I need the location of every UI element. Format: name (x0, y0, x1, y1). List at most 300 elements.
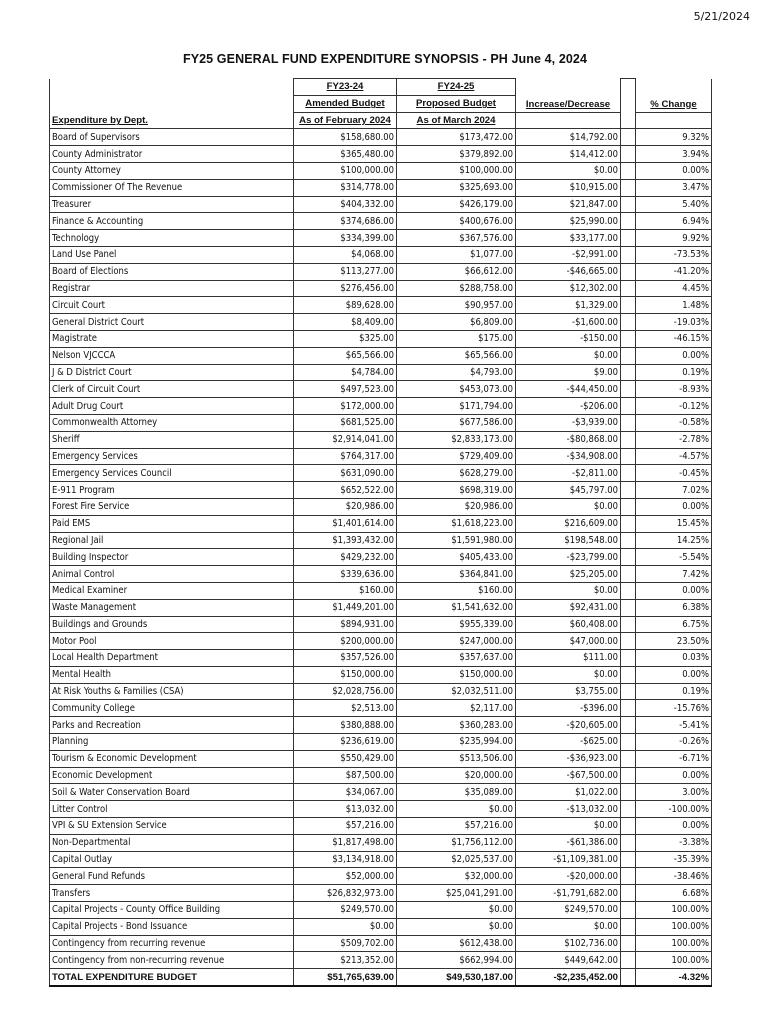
cell-fy2425: $4,793.00 (397, 364, 516, 381)
cell-pct: 0.00% (636, 498, 712, 515)
header-pct: % Change (636, 79, 712, 113)
cell-pct: -46.15% (636, 330, 712, 347)
cell-dept: Contingency from non-recurring revenue (50, 952, 294, 969)
table-row (50, 851, 712, 868)
column-gap (621, 717, 636, 734)
cell-change: $45,797.00 (516, 482, 621, 499)
cell-fy2425: $1,077.00 (397, 246, 516, 263)
column-gap (621, 498, 636, 515)
cell-fy2324: $681,525.00 (294, 414, 397, 431)
cell-fy2324: $34,067.00 (294, 784, 397, 801)
cell-change: -$1,791,682.00 (516, 885, 621, 902)
cell-change: $102,736.00 (516, 935, 621, 952)
cell-dept: Animal Control (50, 566, 294, 583)
table-row (50, 330, 712, 347)
cell-fy2324: $380,888.00 (294, 717, 397, 734)
table-row (50, 549, 712, 566)
cell-dept: Registrar (50, 280, 294, 297)
table-row (50, 498, 712, 515)
cell-change: -$20,605.00 (516, 717, 621, 734)
document-date: 5/21/2024 (693, 10, 750, 23)
header-row-1 (50, 79, 712, 96)
cell-dept: Board of Supervisors (50, 129, 294, 146)
cell-dept: Magistrate (50, 330, 294, 347)
cell-fy2425: $150,000.00 (397, 666, 516, 683)
header-dept: Expenditure by Dept. (50, 79, 294, 129)
cell-dept: Litter Control (50, 801, 294, 818)
header-fy2324-line1: FY23-24 (294, 79, 397, 96)
cell-change: -$36,923.00 (516, 750, 621, 767)
cell-change: -$61,386.00 (516, 834, 621, 851)
cell-fy2425: $1,618,223.00 (397, 515, 516, 532)
cell-change: -$2,235,452.00 (516, 969, 621, 986)
cell-fy2324: $150,000.00 (294, 666, 397, 683)
cell-fy2425: $235,994.00 (397, 734, 516, 751)
cell-change: -$20,000.00 (516, 868, 621, 885)
cell-pct: 0.19% (636, 683, 712, 700)
column-gap (621, 801, 636, 818)
column-gap (621, 650, 636, 667)
cell-dept: County Attorney (50, 162, 294, 179)
cell-fy2425: $379,892.00 (397, 146, 516, 163)
cell-dept: Tourism & Economic Development (50, 750, 294, 767)
cell-fy2425: $677,586.00 (397, 414, 516, 431)
cell-dept: Capital Outlay (50, 851, 294, 868)
column-gap (621, 364, 636, 381)
cell-pct: -100.00% (636, 801, 712, 818)
cell-fy2425: $20,000.00 (397, 767, 516, 784)
cell-pct: 0.00% (636, 347, 712, 364)
cell-fy2324: $51,765,639.00 (294, 969, 397, 986)
cell-pct: 15.45% (636, 515, 712, 532)
column-gap (621, 616, 636, 633)
table-row (50, 868, 712, 885)
table-row (50, 582, 712, 599)
table-row (50, 616, 712, 633)
cell-fy2425: $2,032,511.00 (397, 683, 516, 700)
table-row (50, 683, 712, 700)
column-gap (621, 885, 636, 902)
cell-pct: 100.00% (636, 952, 712, 969)
column-gap (621, 146, 636, 163)
cell-pct: 0.00% (636, 767, 712, 784)
cell-change: -$46,665.00 (516, 263, 621, 280)
cell-dept: Non-Departmental (50, 834, 294, 851)
column-gap (621, 196, 636, 213)
cell-dept: Medical Examiner (50, 582, 294, 599)
cell-pct: -4.57% (636, 448, 712, 465)
cell-pct: 4.45% (636, 280, 712, 297)
cell-pct: -35.39% (636, 851, 712, 868)
cell-fy2324: $89,628.00 (294, 297, 397, 314)
column-gap (621, 935, 636, 952)
table-row (50, 196, 712, 213)
cell-pct: 0.00% (636, 582, 712, 599)
cell-fy2324: $3,134,918.00 (294, 851, 397, 868)
cell-change: $0.00 (516, 347, 621, 364)
cell-fy2324: $160.00 (294, 582, 397, 599)
table-row (50, 213, 712, 230)
cell-dept: Commissioner Of The Revenue (50, 179, 294, 196)
table-row (50, 885, 712, 902)
cell-dept: Mental Health (50, 666, 294, 683)
table-row (50, 179, 712, 196)
cell-dept: Buildings and Grounds (50, 616, 294, 633)
cell-fy2425: $426,179.00 (397, 196, 516, 213)
cell-pct: -19.03% (636, 314, 712, 331)
column-gap (621, 263, 636, 280)
column-gap (621, 179, 636, 196)
cell-change: -$34,908.00 (516, 448, 621, 465)
cell-fy2324: $158,680.00 (294, 129, 397, 146)
cell-fy2324: $1,401,614.00 (294, 515, 397, 532)
cell-pct: -0.12% (636, 398, 712, 415)
column-gap (621, 129, 636, 146)
cell-change: -$396.00 (516, 700, 621, 717)
cell-dept: Commonwealth Attorney (50, 414, 294, 431)
cell-fy2324: $13,032.00 (294, 801, 397, 818)
table-row (50, 599, 712, 616)
cell-dept: VPI & SU Extension Service (50, 818, 294, 835)
cell-fy2324: $276,456.00 (294, 280, 397, 297)
cell-pct: 0.00% (636, 162, 712, 179)
column-gap (621, 700, 636, 717)
cell-change: $198,548.00 (516, 532, 621, 549)
cell-fy2425: $6,809.00 (397, 314, 516, 331)
cell-pct: -3.38% (636, 834, 712, 851)
cell-change: $216,609.00 (516, 515, 621, 532)
table-row (50, 633, 712, 650)
cell-fy2425: $247,000.00 (397, 633, 516, 650)
table-row (50, 129, 712, 146)
table-row (50, 935, 712, 952)
cell-dept: E-911 Program (50, 482, 294, 499)
cell-pct: 6.94% (636, 213, 712, 230)
table-row (50, 431, 712, 448)
cell-fy2425: $160.00 (397, 582, 516, 599)
cell-fy2324: $26,832,973.00 (294, 885, 397, 902)
cell-fy2425: $1,591,980.00 (397, 532, 516, 549)
column-gap (621, 683, 636, 700)
column-gap (621, 79, 636, 129)
cell-fy2425: $367,576.00 (397, 230, 516, 247)
cell-pct: 0.03% (636, 650, 712, 667)
cell-fy2324: $100,000.00 (294, 162, 397, 179)
cell-dept: Finance & Accounting (50, 213, 294, 230)
cell-pct: 9.92% (636, 230, 712, 247)
cell-fy2324: $236,619.00 (294, 734, 397, 751)
cell-pct: 3.47% (636, 179, 712, 196)
cell-fy2425: $100,000.00 (397, 162, 516, 179)
cell-fy2425: $49,530,187.00 (397, 969, 516, 986)
expenditure-table (49, 78, 712, 987)
cell-change: -$3,939.00 (516, 414, 621, 431)
cell-fy2425: $357,637.00 (397, 650, 516, 667)
cell-change: $0.00 (516, 498, 621, 515)
column-gap (621, 431, 636, 448)
cell-dept: Community College (50, 700, 294, 717)
column-gap (621, 784, 636, 801)
table-row (50, 734, 712, 751)
header-fy2324-line2: Amended Budget (294, 95, 397, 112)
cell-dept: Capital Projects - County Office Building (50, 902, 294, 919)
document-title: FY25 GENERAL FUND EXPENDITURE SYNOPSIS - PH June 4, 2024 (182, 52, 588, 66)
cell-change: -$625.00 (516, 734, 621, 751)
cell-change: -$44,450.00 (516, 381, 621, 398)
cell-dept: Nelson VJCCCA (50, 347, 294, 364)
column-gap (621, 633, 636, 650)
cell-fy2425: $32,000.00 (397, 868, 516, 885)
cell-pct: 3.00% (636, 784, 712, 801)
cell-dept: Circuit Court (50, 297, 294, 314)
cell-dept: Planning (50, 734, 294, 751)
column-gap (621, 918, 636, 935)
table-row (50, 801, 712, 818)
cell-pct: 5.40% (636, 196, 712, 213)
cell-change: -$1,109,381.00 (516, 851, 621, 868)
cell-fy2324: $8,409.00 (294, 314, 397, 331)
cell-fy2425: $612,438.00 (397, 935, 516, 952)
cell-fy2324: $113,277.00 (294, 263, 397, 280)
cell-fy2324: $1,817,498.00 (294, 834, 397, 851)
cell-change: $14,792.00 (516, 129, 621, 146)
cell-pct: 6.38% (636, 599, 712, 616)
column-gap (621, 381, 636, 398)
cell-fy2425: $66,612.00 (397, 263, 516, 280)
cell-change: $0.00 (516, 666, 621, 683)
cell-pct: 7.42% (636, 566, 712, 583)
cell-fy2324: $497,523.00 (294, 381, 397, 398)
cell-change: $1,329.00 (516, 297, 621, 314)
cell-fy2324: $4,068.00 (294, 246, 397, 263)
cell-fy2324: $894,931.00 (294, 616, 397, 633)
table-row (50, 666, 712, 683)
cell-fy2425: $90,957.00 (397, 297, 516, 314)
table-row (50, 146, 712, 163)
cell-change: $33,177.00 (516, 230, 621, 247)
cell-dept: Capital Projects - Bond Issuance (50, 918, 294, 935)
column-gap (621, 246, 636, 263)
table-row (50, 398, 712, 415)
column-gap (621, 482, 636, 499)
cell-fy2324: $2,513.00 (294, 700, 397, 717)
cell-change: $14,412.00 (516, 146, 621, 163)
column-gap (621, 767, 636, 784)
table-row (50, 448, 712, 465)
cell-fy2425: $173,472.00 (397, 129, 516, 146)
cell-change: $111.00 (516, 650, 621, 667)
column-gap (621, 314, 636, 331)
cell-dept: Clerk of Circuit Court (50, 381, 294, 398)
cell-fy2324: $87,500.00 (294, 767, 397, 784)
cell-dept: Treasurer (50, 196, 294, 213)
cell-fy2425: $662,994.00 (397, 952, 516, 969)
cell-fy2324: $172,000.00 (294, 398, 397, 415)
cell-dept: Transfers (50, 885, 294, 902)
cell-fy2324: $2,028,756.00 (294, 683, 397, 700)
cell-fy2324: $365,480.00 (294, 146, 397, 163)
cell-dept: General Fund Refunds (50, 868, 294, 885)
column-gap (621, 297, 636, 314)
cell-dept: Technology (50, 230, 294, 247)
cell-fy2425: $628,279.00 (397, 465, 516, 482)
header-fy2425-line3: As of March 2024 (397, 112, 516, 129)
cell-dept: Parks and Recreation (50, 717, 294, 734)
cell-fy2324: $509,702.00 (294, 935, 397, 952)
cell-fy2324: $0.00 (294, 918, 397, 935)
cell-pct: -4.32% (636, 969, 712, 986)
cell-change: $47,000.00 (516, 633, 621, 650)
cell-change: $0.00 (516, 162, 621, 179)
cell-pct: -5.54% (636, 549, 712, 566)
cell-fy2324: $57,216.00 (294, 818, 397, 835)
cell-change: $0.00 (516, 818, 621, 835)
cell-fy2324: $20,986.00 (294, 498, 397, 515)
cell-change: $25,990.00 (516, 213, 621, 230)
cell-fy2324: $339,636.00 (294, 566, 397, 583)
table-row (50, 515, 712, 532)
column-gap (621, 414, 636, 431)
cell-fy2425: $57,216.00 (397, 818, 516, 835)
cell-pct: 1.48% (636, 297, 712, 314)
cell-change: -$80,868.00 (516, 431, 621, 448)
cell-change: $0.00 (516, 918, 621, 935)
cell-fy2324: $404,332.00 (294, 196, 397, 213)
cell-change: $92,431.00 (516, 599, 621, 616)
cell-change: $449,642.00 (516, 952, 621, 969)
column-gap (621, 162, 636, 179)
cell-fy2324: $1,449,201.00 (294, 599, 397, 616)
cell-fy2425: $698,319.00 (397, 482, 516, 499)
cell-fy2425: $20,986.00 (397, 498, 516, 515)
cell-fy2425: $25,041,291.00 (397, 885, 516, 902)
cell-pct: 7.02% (636, 482, 712, 499)
cell-fy2324: $550,429.00 (294, 750, 397, 767)
table-row (50, 918, 712, 935)
cell-pct: 6.75% (636, 616, 712, 633)
cell-change: $9.00 (516, 364, 621, 381)
cell-change: -$23,799.00 (516, 549, 621, 566)
cell-pct: -5.41% (636, 717, 712, 734)
cell-change: -$1,600.00 (516, 314, 621, 331)
cell-change: $60,408.00 (516, 616, 621, 633)
cell-fy2425: $2,025,537.00 (397, 851, 516, 868)
table-row (50, 414, 712, 431)
table-row (50, 297, 712, 314)
cell-dept: General District Court (50, 314, 294, 331)
cell-fy2425: $405,433.00 (397, 549, 516, 566)
cell-fy2324: $325.00 (294, 330, 397, 347)
cell-fy2324: $1,393,432.00 (294, 532, 397, 549)
cell-fy2324: $631,090.00 (294, 465, 397, 482)
cell-dept: Emergency Services (50, 448, 294, 465)
table-row (50, 230, 712, 247)
cell-pct: 100.00% (636, 902, 712, 919)
column-gap (621, 515, 636, 532)
cell-fy2324: $764,317.00 (294, 448, 397, 465)
cell-pct: 0.00% (636, 818, 712, 835)
cell-pct: 0.00% (636, 666, 712, 683)
cell-fy2425: $0.00 (397, 918, 516, 935)
cell-fy2425: $171,794.00 (397, 398, 516, 415)
table-row (50, 280, 712, 297)
cell-dept: Soil & Water Conservation Board (50, 784, 294, 801)
cell-change: -$150.00 (516, 330, 621, 347)
column-gap (621, 851, 636, 868)
cell-dept: Emergency Services Council (50, 465, 294, 482)
cell-dept: Building Inspector (50, 549, 294, 566)
header-change-blank (516, 112, 621, 129)
cell-fy2324: $429,232.00 (294, 549, 397, 566)
cell-pct: -15.76% (636, 700, 712, 717)
cell-dept: Adult Drug Court (50, 398, 294, 415)
cell-change: $12,302.00 (516, 280, 621, 297)
cell-fy2425: $360,283.00 (397, 717, 516, 734)
cell-pct: -2.78% (636, 431, 712, 448)
column-gap (621, 599, 636, 616)
header-pct-blank (636, 112, 712, 129)
cell-pct: -8.93% (636, 381, 712, 398)
column-gap (621, 868, 636, 885)
cell-fy2425: $513,506.00 (397, 750, 516, 767)
column-gap (621, 582, 636, 599)
cell-pct: -0.26% (636, 734, 712, 751)
table-row (50, 717, 712, 734)
cell-change: $3,755.00 (516, 683, 621, 700)
cell-fy2425: $453,073.00 (397, 381, 516, 398)
cell-fy2425: $0.00 (397, 801, 516, 818)
column-gap (621, 969, 636, 986)
cell-fy2324: $2,914,041.00 (294, 431, 397, 448)
table-row (50, 465, 712, 482)
cell-fy2425: $0.00 (397, 902, 516, 919)
cell-change: -$2,811.00 (516, 465, 621, 482)
cell-dept: Land Use Panel (50, 246, 294, 263)
cell-fy2425: $400,676.00 (397, 213, 516, 230)
cell-dept: County Administrator (50, 146, 294, 163)
table-row (50, 902, 712, 919)
cell-dept: Waste Management (50, 599, 294, 616)
cell-dept: Paid EMS (50, 515, 294, 532)
cell-fy2324: $200,000.00 (294, 633, 397, 650)
cell-fy2425: $1,541,632.00 (397, 599, 516, 616)
table-row (50, 952, 712, 969)
table-row (50, 767, 712, 784)
column-gap (621, 818, 636, 835)
cell-pct: -6.71% (636, 750, 712, 767)
cell-dept: TOTAL EXPENDITURE BUDGET (50, 969, 294, 986)
cell-pct: 100.00% (636, 935, 712, 952)
cell-fy2425: $288,758.00 (397, 280, 516, 297)
table-row (50, 364, 712, 381)
table-row (50, 700, 712, 717)
cell-fy2425: $175.00 (397, 330, 516, 347)
cell-fy2425: $2,833,173.00 (397, 431, 516, 448)
cell-dept: Board of Elections (50, 263, 294, 280)
cell-fy2425: $729,409.00 (397, 448, 516, 465)
cell-pct: 14.25% (636, 532, 712, 549)
cell-fy2425: $364,841.00 (397, 566, 516, 583)
header-fy2425-line2: Proposed Budget (397, 95, 516, 112)
cell-dept: Economic Development (50, 767, 294, 784)
table-row (50, 650, 712, 667)
table-row (50, 381, 712, 398)
cell-pct: 9.32% (636, 129, 712, 146)
cell-change: $25,205.00 (516, 566, 621, 583)
cell-pct: 100.00% (636, 918, 712, 935)
cell-change: -$67,500.00 (516, 767, 621, 784)
column-gap (621, 666, 636, 683)
